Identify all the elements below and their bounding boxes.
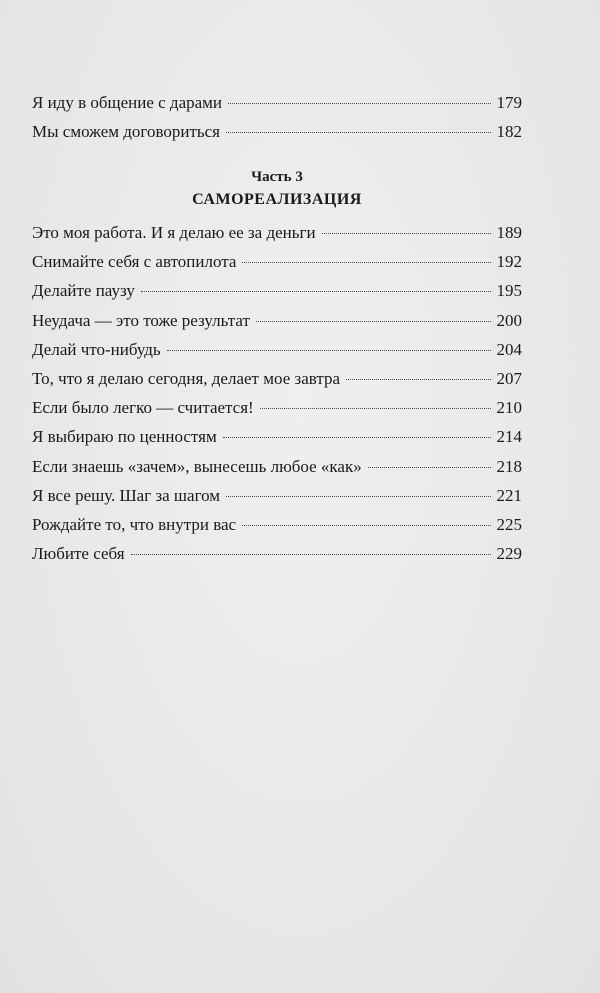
- toc-entry: [32, 393, 522, 422]
- toc-previous-section: [32, 88, 522, 146]
- toc-entry-page: 179: [496, 93, 522, 112]
- dot-leader: [242, 262, 490, 263]
- toc-entry-title: Если знаешь «зачем», вынесешь любое «как»: [32, 456, 362, 476]
- dot-leader: [346, 379, 490, 380]
- toc-entry-title: Любите себя: [32, 544, 125, 564]
- toc-entry-title: Делайте паузу: [32, 281, 135, 301]
- dot-leader: [260, 408, 491, 409]
- toc-entry-title: Неудача — это тоже результат: [32, 310, 250, 330]
- dot-leader: [368, 467, 491, 468]
- dot-leader: [226, 132, 491, 133]
- toc-entry-page: 214: [496, 427, 522, 447]
- part-title: САМОРЕАЛИЗАЦИЯ: [192, 191, 362, 208]
- toc-entry-title: Я иду в общение с дарами: [32, 93, 223, 112]
- toc-entry-page: 200: [496, 310, 522, 330]
- dot-leader: [141, 291, 491, 292]
- toc-entry: [32, 510, 522, 539]
- toc-part-3: [32, 218, 522, 568]
- toc-entry-title: Я все решу. Шаг за шагом: [32, 485, 221, 505]
- toc-entry: [32, 117, 522, 146]
- dot-leader: [322, 233, 491, 234]
- toc-entry-page: 221: [496, 485, 522, 505]
- part-heading: [32, 166, 522, 212]
- toc-entry-page: 207: [496, 368, 522, 388]
- dot-leader: [242, 525, 490, 526]
- toc-entry-page: 182: [496, 122, 522, 142]
- toc-entry: [32, 88, 522, 117]
- dot-leader: [131, 554, 491, 555]
- toc-entry-title: Мы сможем договориться: [32, 122, 220, 142]
- toc-entry-title: То, что я делаю сегодня, делает мое завтра: [32, 368, 341, 388]
- dot-leader: [226, 496, 490, 497]
- toc-entry-page: 195: [496, 281, 522, 301]
- toc-entry: [32, 335, 522, 364]
- toc-entry: [32, 481, 522, 510]
- toc-entry-title: Я выбираю по ценностям: [32, 427, 217, 447]
- toc-entry-title: Это моя работа. И я делаю ее за деньги: [32, 223, 316, 242]
- dot-leader: [256, 321, 491, 322]
- toc-entry: [32, 247, 522, 276]
- toc-entry-page: 189: [496, 223, 522, 242]
- toc-entry: [32, 306, 522, 335]
- dot-leader: [167, 350, 491, 351]
- dot-leader: [228, 103, 490, 104]
- toc-entry: [32, 276, 522, 305]
- toc-entry-page: 204: [496, 339, 522, 359]
- toc-entry: [32, 364, 522, 393]
- toc-entry: [32, 218, 522, 247]
- toc-entry: [32, 422, 522, 451]
- toc-entry-title: Снимайте себя с автопилота: [32, 252, 237, 272]
- toc-entry-page: 225: [496, 514, 522, 534]
- toc-entry-page: 192: [496, 252, 522, 272]
- toc-entry: [32, 539, 522, 568]
- toc-entry: [32, 452, 522, 481]
- toc-entry-title: Делай что-нибудь: [32, 339, 161, 359]
- dot-leader: [223, 437, 491, 438]
- toc-entry-title: Рождайте то, что внутри вас: [32, 514, 237, 534]
- toc-entry-page: 218: [496, 456, 522, 476]
- toc-entry-title: Если было легко — считается!: [32, 398, 254, 418]
- toc-entry-page: 229: [496, 544, 522, 564]
- part-label: Часть 3: [251, 169, 303, 185]
- toc-entry-page: 210: [496, 398, 522, 418]
